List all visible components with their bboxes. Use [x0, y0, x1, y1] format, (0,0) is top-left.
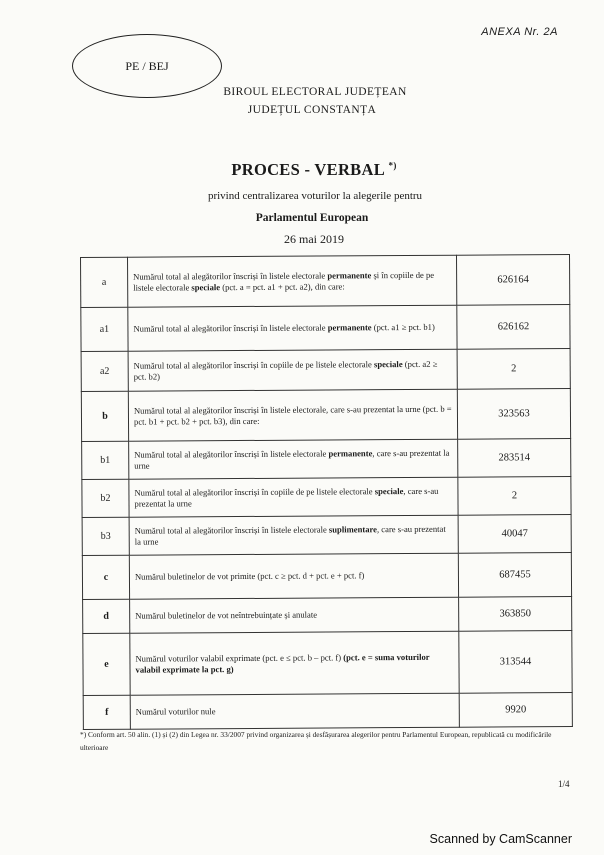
- row-description: [130, 597, 459, 633]
- row-text-text-pre: Numărul buletinelor de vot primite (pct. c ≥ pct. d + pct. e + pct. f): [134, 570, 365, 582]
- table-row: [82, 439, 571, 480]
- row-value: 626162: [457, 305, 570, 350]
- scanner-watermark: Scanned by CamScanner: [429, 832, 572, 846]
- row-text-text-mid: (pct. a2 ≥ pct. b2): [133, 358, 438, 382]
- row-text-text-bold: permanente: [327, 269, 372, 281]
- row-text-text-pre: Numărul total al alegătorilor înscriși în copiile de pe listele electorale: [133, 358, 375, 371]
- row-description: [128, 389, 457, 441]
- row-value: 323563: [457, 389, 570, 440]
- election-name: Parlamentul European: [255, 212, 369, 224]
- title-text: PROCES - VERBAL: [231, 160, 385, 179]
- row-value: 313544: [459, 631, 572, 694]
- stamp-text: PE / BEJ: [125, 58, 169, 73]
- row-description: [128, 349, 457, 391]
- row-text-text-mid: (pct. a1 ≥ pct. b1): [371, 321, 435, 333]
- row-text-text-pre: Numărul voturilor valabil exprimate (pct. e ≤ pct. b – pct. f): [135, 652, 344, 664]
- table-row: [82, 477, 571, 518]
- row-text-text-pre: Numărul total al alegătorilor înscriși în listele electorale: [134, 524, 329, 536]
- row-code: b1: [82, 441, 129, 479]
- row-description: [130, 631, 459, 695]
- row-code: a2: [81, 351, 128, 391]
- row-code: d: [83, 599, 130, 633]
- row-value: 626164: [456, 255, 569, 306]
- table-row: [81, 255, 570, 308]
- row-text-text-pre: Numărul total al alegătorilor înscriși în listele electorale: [133, 270, 328, 282]
- row-description: [129, 477, 458, 517]
- table-row: [83, 631, 572, 696]
- row-text-text-bold: (pct. e = suma voturilor valabil exprimate la pct. g): [135, 651, 430, 675]
- row-value: 2: [458, 477, 571, 516]
- row-value: 363850: [459, 597, 572, 632]
- title-footnote-mark: *): [388, 160, 397, 171]
- row-text-text-pre: Numărul voturilor nule: [135, 706, 216, 717]
- row-description: [129, 439, 458, 479]
- institution-line-1: BIROUL ELECTORAL JUDEȚEAN: [223, 86, 407, 98]
- row-text-text-bold: suplimentare: [328, 523, 378, 535]
- table-row: [81, 389, 570, 442]
- row-code: b2: [82, 479, 129, 517]
- row-text-text-pre: Numărul total al alegătorilor înscriși în listele electorale: [133, 322, 328, 334]
- table-row: [81, 349, 570, 392]
- row-value: 9920: [459, 693, 572, 728]
- institution-line-2: JUDEȚUL CONSTANȚA: [247, 104, 377, 116]
- table-row: [82, 515, 571, 556]
- row-text-text-bold: speciale: [374, 485, 404, 496]
- row-text-text-pre: Numărul total al alegătorilor înscriși în listele electorale: [134, 448, 329, 460]
- row-text-text-pre: Numărul total al alegătorilor înscriși în copiile de pe listele electorale: [134, 485, 375, 498]
- row-value: 687455: [458, 553, 571, 598]
- row-text-text-pre: Numărul buletinelor de vot neîntrebuințate și anulate: [135, 609, 318, 621]
- row-code: c: [82, 555, 129, 599]
- page-number: 1/4: [558, 779, 570, 789]
- row-text-text-mid: , care s-au prezentat la urne: [134, 447, 450, 471]
- row-text-text-mid: , care s-au prezentat la urne: [134, 485, 439, 509]
- footnote: *) Conform art. 50 alin. (1) și (2) din Legea nr. 33/2007 privind organizarea și desfășurarea alegerilor pentru Parlamentul European, republicată cu modificările ulterioare: [80, 730, 552, 752]
- row-text-text-post: (pct. a = pct. a1 + pct. a2), din care:: [220, 280, 345, 292]
- table-row: [82, 553, 571, 600]
- row-code: a: [81, 257, 128, 307]
- subtitle: privind centralizarea voturilor la alegerile pentru: [207, 190, 423, 202]
- row-code: f: [83, 695, 130, 729]
- row-value: 2: [457, 349, 570, 390]
- row-code: e: [83, 633, 130, 695]
- table-row: [83, 597, 572, 634]
- annex-label: ANEXA Nr. 2A: [481, 26, 558, 38]
- row-text-text-bold: permanente: [327, 322, 372, 333]
- results-table-body: [81, 255, 573, 730]
- row-code: b: [81, 391, 128, 441]
- row-text-text-bold: speciale: [373, 358, 403, 369]
- document-title: [0, 160, 604, 180]
- row-value: 40047: [458, 515, 571, 554]
- row-text-text-pre: Numărul total al alegătorilor înscriși în listele electorale, care s-au prezentat la urne (pct. b = pct. b1 + pct. b2 + pct. b3), din care:: [133, 403, 452, 427]
- results-table: [80, 254, 573, 730]
- election-date: 26 mai 2019: [284, 232, 344, 246]
- row-description: [128, 305, 457, 351]
- row-value: 283514: [458, 439, 571, 478]
- row-text-text-mid: și în copiile de pe listele electorale: [133, 269, 435, 293]
- row-description: [129, 515, 458, 555]
- row-text-text-bold2: speciale: [191, 281, 221, 292]
- row-description: [129, 553, 458, 599]
- row-text-text-bold: permanente: [328, 447, 373, 459]
- row-description: [130, 693, 459, 729]
- table-row: [83, 693, 572, 730]
- row-description: [128, 255, 457, 307]
- row-code: a1: [81, 307, 128, 351]
- row-code: b3: [82, 517, 129, 555]
- row-text-text-mid: , care s-au prezentat la urne: [134, 523, 446, 547]
- table-row: [81, 305, 570, 352]
